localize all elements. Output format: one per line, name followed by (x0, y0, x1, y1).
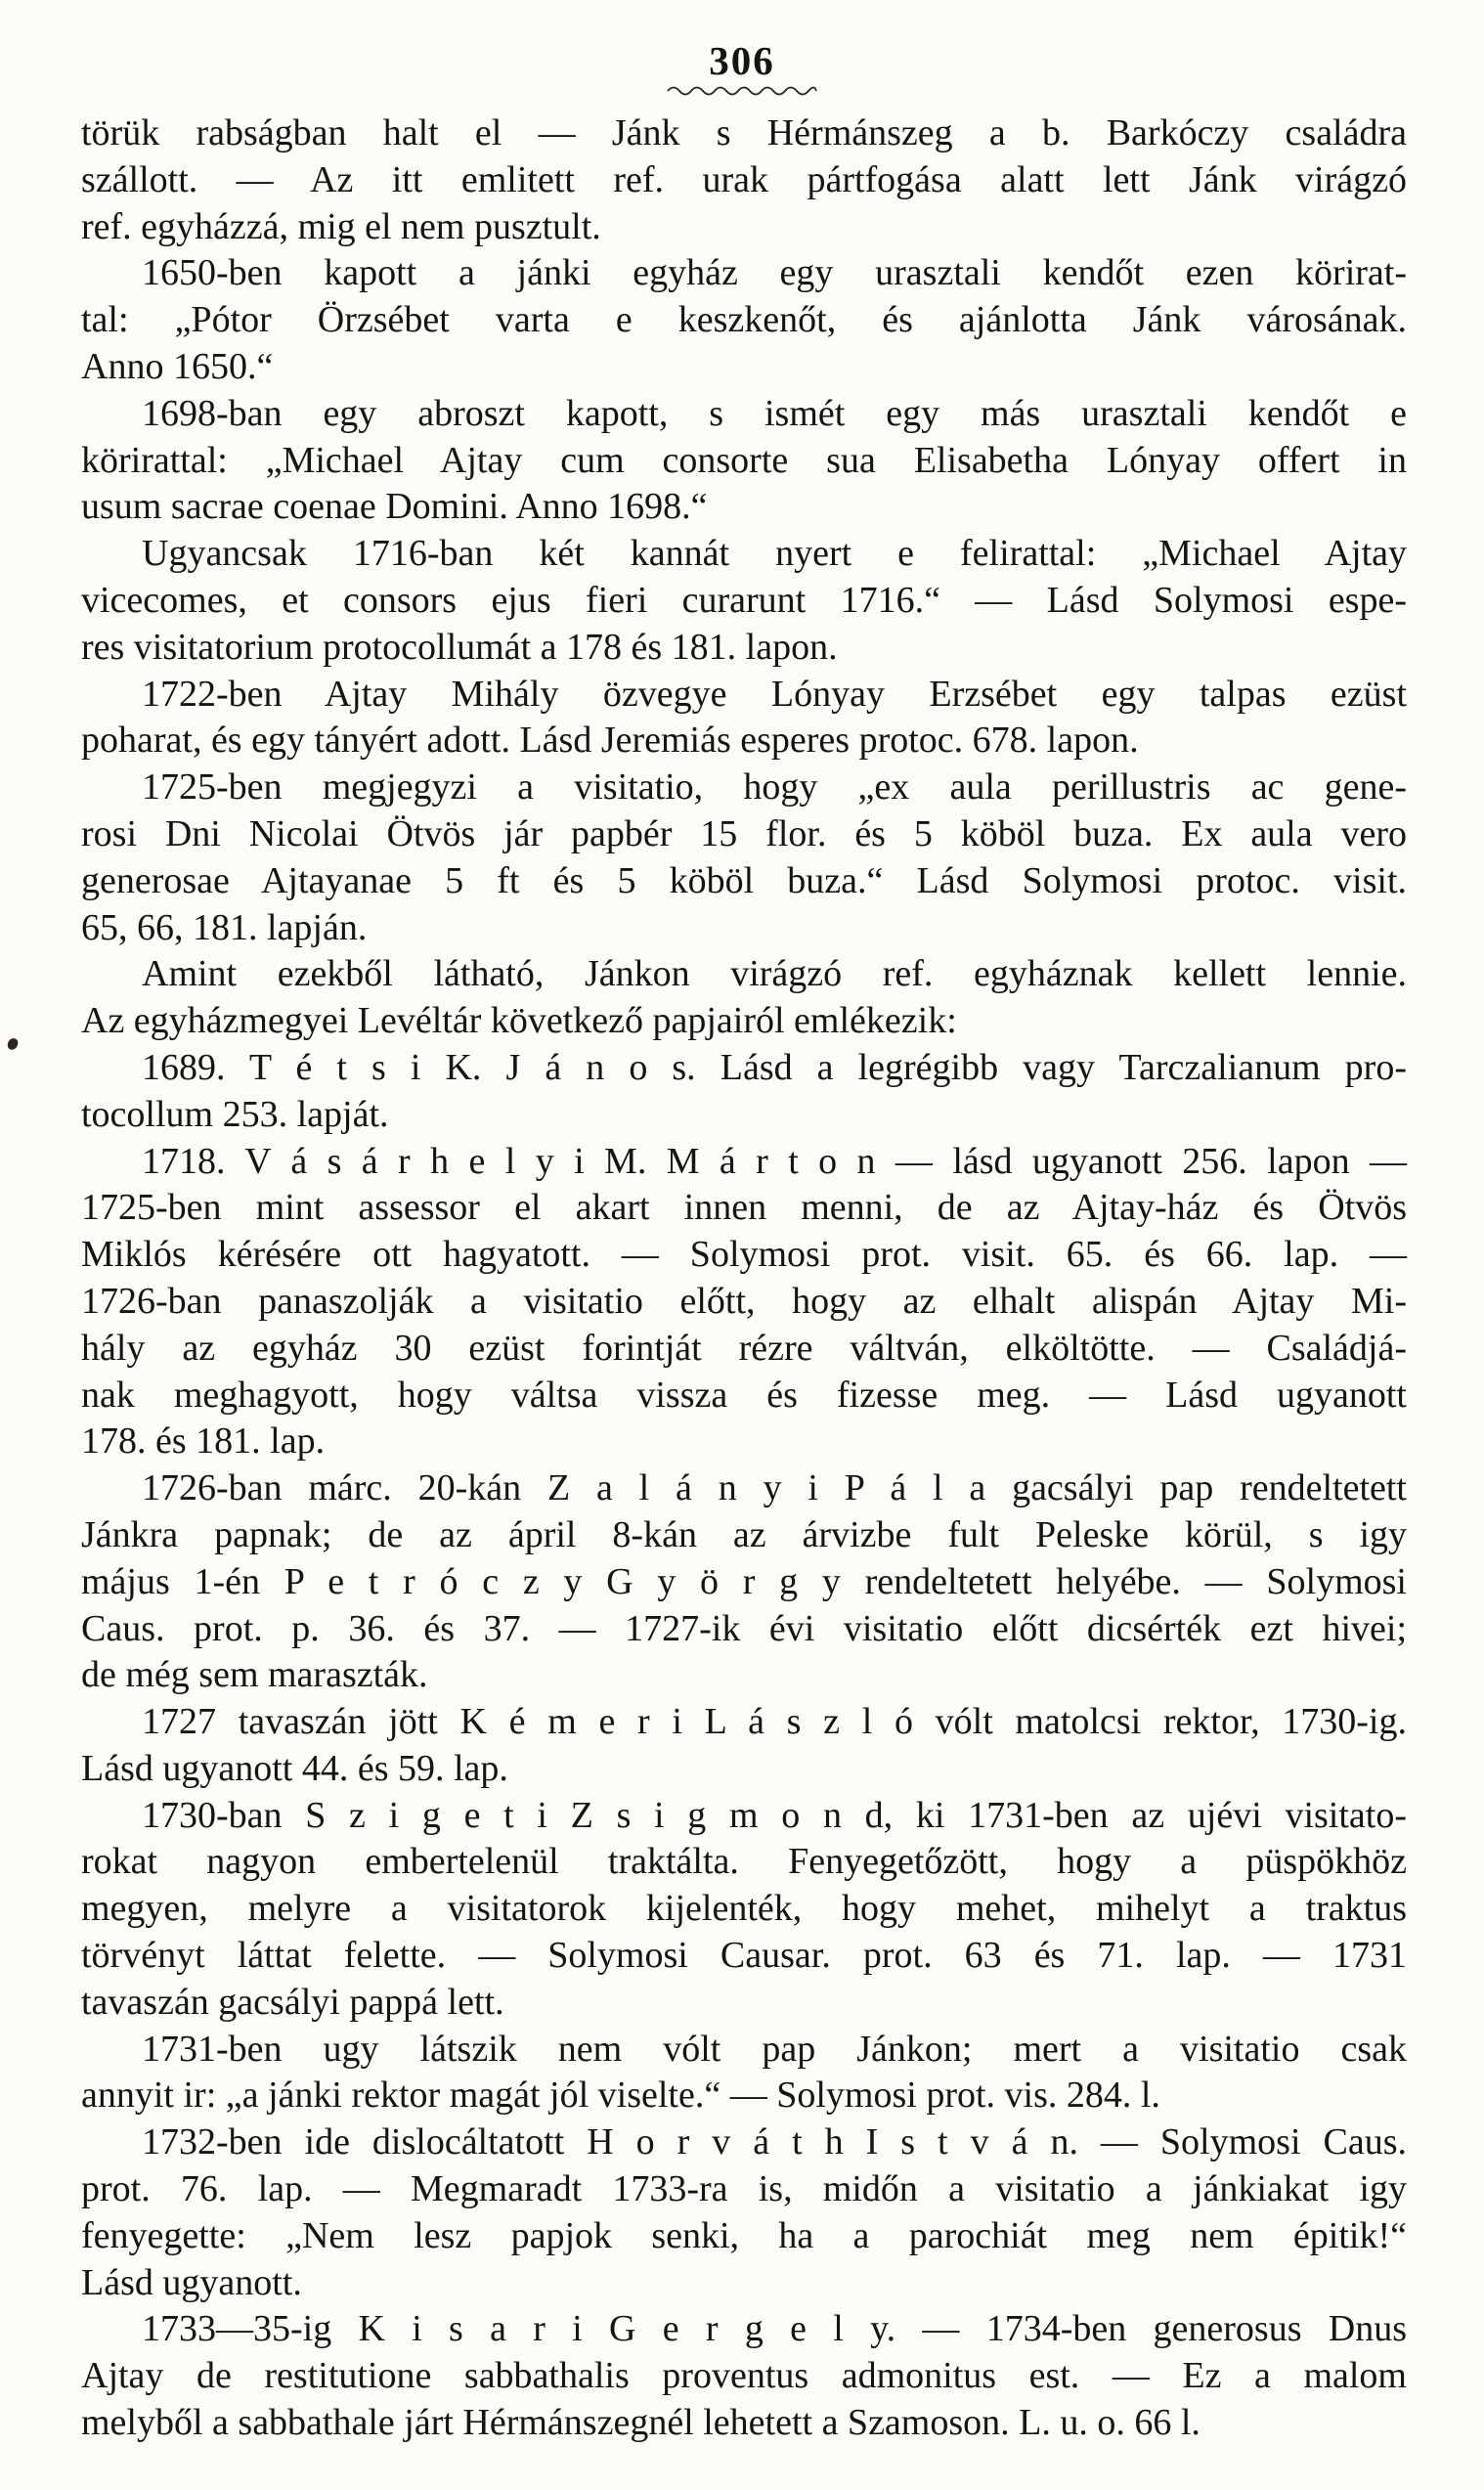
text-line: rokat nagyon embertelenül traktálta. Fenyegetőzött, hogy a püspökhöz (81, 1841, 1407, 1883)
text-line: Miklós kérésére ott hagyatott. — Solymosi prot. visit. 65. és 66. lap. — (81, 1234, 1407, 1276)
paragraph (81, 391, 1407, 531)
text-line: 1725-ben mint assessor el akart innen menni, de az Ajtay-ház és Ötvös (81, 1187, 1407, 1229)
text-line: prot. 76. lap. — Megmaradt 1733-ra is, midőn a visitatio a jánkiakat igy (81, 2168, 1407, 2210)
text-line: Az egyházmegyei Levéltár következő papjairól emlékezik: (81, 1000, 957, 1042)
paragraph (81, 1793, 1407, 2027)
text-line: rosi Dni Nicolai Ötvös jár papbér 15 flor. és 5 köböl buza. Ex aula vero (81, 812, 1407, 854)
text-line: nak meghagyott, hogy váltsa vissza és fizesse meg. — Lásd ugyanott (81, 1374, 1407, 1416)
text-line: 1730-ban S z i g e t i Z s i g m o n d, ki 1731-ben az ujévi visitato- (142, 1794, 1407, 1836)
paragraph (81, 250, 1407, 390)
paragraph (81, 1465, 1407, 1699)
paragraph (81, 1139, 1407, 1466)
paragraph (81, 764, 1407, 951)
text-line: vicecomes, et consors ejus fieri curarunt 1716.“ — Lásd Solymosi espe- (81, 579, 1407, 621)
text-line: usum sacrae coenae Domini. Anno 1698.“ (81, 486, 708, 528)
text-line: megyen, melyre a visitatorok kijelenték, hogy mehet, mihelyt a traktus (81, 1888, 1407, 1930)
text-line: melyből a sabbathale járt Hérmánszegnél lehetett a Szamoson. L. u. o. 66 l. (81, 2402, 1200, 2444)
text-line: res visitatorium protocollumát a 178 és 181. lapon. (81, 626, 838, 668)
text-block (81, 110, 1407, 2447)
text-line: tocollum 253. lapját. (81, 1093, 389, 1135)
text-line: Jánkra papnak; de az ápril 8-kán az árvizbe fult Peleske körül, s igy (81, 1513, 1407, 1555)
text-line: május 1-én P e t r ó c z y G y ö r g y rendeltetett helyébe. — Solymosi (81, 1560, 1407, 1602)
paragraph (81, 951, 1407, 1045)
text-line: 1650-ben kapott a jánki egyház egy urasztali kendőt ezen körirat- (142, 252, 1407, 294)
text-line: poharat, és egy tányért adott. Lásd Jeremiás esperes protoc. 678. lapon. (81, 720, 1139, 762)
paragraph (81, 110, 1407, 250)
text-line: 1698-ban egy abroszt kapott, s ismét egy más urasztali kendőt e (142, 392, 1407, 434)
text-line: 1722-ben Ajtay Mihály özvegye Lónyay Erzsébet egy talpas ezüst (142, 673, 1407, 715)
text-line: fenyegette: „Nem lesz papjok senki, ha a parochiát meg nem épitik!“ (81, 2214, 1407, 2256)
text-line: Lásd ugyanott 44. és 59. lap. (81, 1747, 508, 1789)
text-line: tavaszán gacsályi pappá lett. (81, 1981, 504, 2023)
text-line: hály az egyház 30 ezüst forintját rézre váltván, elköltötte. — Családjá- (81, 1327, 1407, 1369)
text-line: 1731-ben ugy látszik nem vólt pap Jánkon; mert a visitatio csak (142, 2028, 1407, 2070)
page-header (0, 38, 1484, 97)
text-line: 1733—35-ig K i s a r i G e r g e l y. — 1734-ben generosus Dnus (142, 2308, 1407, 2350)
text-line: Anno 1650.“ (81, 345, 274, 387)
text-line: Amint ezekből látható, Jánkon virágzó ref. egyháznak kellett lennie. (142, 953, 1407, 995)
text-line: 1718. V á s á r h e l y i M. M á r t o n — lásd ugyanott 256. lapon — (142, 1140, 1407, 1182)
text-line: törvényt láttat felette. — Solymosi Causar. prot. 63 és 71. lap. — 1731 (81, 1935, 1407, 1977)
text-line: ref. egyházzá, mig el nem pusztult. (81, 205, 601, 247)
text-line: Lásd ugyanott. (81, 2261, 302, 2303)
text-line: 1725-ben megjegyzi a visitatio, hogy „ex aula perillustris ac gene- (142, 766, 1407, 808)
text-line: annyit ir: „a jánki rektor magát jól viselte.“ — Solymosi prot. vis. 284. l. (81, 2075, 1160, 2117)
text-line: Ugyancsak 1716-ban két kannát nyert e felirattal: „Michael Ajtay (142, 533, 1407, 575)
text-line: Ajtay de restitutione sabbathalis proventus admonitus est. — Ez a malom (81, 2355, 1407, 2397)
text-line: 1727 tavaszán jött K é m e r i L á s z l ó vólt matolcsi rektor, 1730-ig. (142, 1701, 1407, 1743)
paragraph (81, 1699, 1407, 1793)
text-line: generosae Ajtayanae 5 ft és 5 köböl buza.“ Lásd Solymosi protoc. visit. (81, 859, 1407, 901)
page-number-underline-squiggle (664, 83, 820, 97)
text-line: 1732-ben ide dislocáltatott H o r v á t h I s t v á n. — Solymosi Caus. (142, 2121, 1407, 2163)
text-line: 1689. T é t s i K. J á n o s. Lásd a legrégibb vagy Tarczalianum pro- (142, 1046, 1407, 1088)
paragraph (81, 2027, 1407, 2120)
text-line: szállott. — Az itt emlitett ref. urak pártfogása alatt lett Jánk virágzó (81, 158, 1407, 200)
text-line: körirattal: „Michael Ajtay cum consorte sua Elisabetha Lónyay offert in (81, 439, 1407, 481)
text-line: törük rabságban halt el — Jánk s Hérmánszeg a b. Barkóczy családra (81, 112, 1407, 153)
text-line: 1726-ban panaszolják a visitatio előtt, hogy az elhalt alispán Ajtay Mi- (81, 1280, 1407, 1322)
text-line: tal: „Pótor Örzsébet varta e keszkenőt, és ajánlotta Jánk városának. (81, 299, 1407, 341)
page-number: 306 (709, 38, 775, 83)
paragraph (81, 1045, 1407, 1139)
text-line: 1726-ban márc. 20-kán Z a l á n y i P á l a gacsályi pap rendeltetett (142, 1467, 1407, 1509)
paragraph (81, 2306, 1407, 2446)
paragraph (81, 672, 1407, 765)
ink-speck-artifact (6, 1037, 19, 1052)
text-line: Caus. prot. p. 36. és 37. — 1727-ik évi visitatio előtt dicsérték ezt hivei; (81, 1607, 1407, 1649)
paragraph (81, 531, 1407, 671)
paragraph (81, 2119, 1407, 2306)
text-line: 65, 66, 181. lapján. (81, 906, 368, 948)
text-line: 178. és 181. lap. (81, 1420, 326, 1463)
text-line: de még sem maraszták. (81, 1654, 428, 1696)
